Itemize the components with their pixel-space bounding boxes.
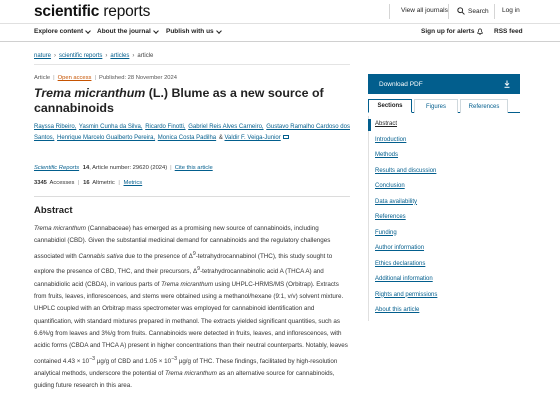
table-of-contents bbox=[368, 116, 520, 321]
current-section-marker bbox=[368, 119, 371, 131]
journal-nav bbox=[0, 24, 560, 42]
author-link[interactable]: Valdir F. Veiga-Junior bbox=[224, 135, 281, 141]
author-link[interactable]: Henrique Marcelo Gualberto Pereira, bbox=[57, 135, 156, 141]
bell-icon bbox=[477, 28, 483, 35]
header-divider bbox=[494, 4, 495, 19]
toc-conclusion[interactable]: Conclusion bbox=[375, 183, 405, 189]
header-divider bbox=[389, 4, 390, 19]
sidebar-tabs bbox=[368, 99, 520, 113]
author-link[interactable]: Monica Costa Padilha bbox=[157, 135, 217, 141]
altmetric-count: 16 bbox=[83, 180, 90, 186]
article-meta: Article | Open access | Published: 28 November 2024 bbox=[34, 75, 177, 81]
chevron-down-icon bbox=[216, 28, 222, 34]
breadcrumb-divider bbox=[34, 64, 350, 65]
header-divider bbox=[448, 4, 449, 19]
article-title: Trema micranthum (L.) Blume as a new source of cannabinoids bbox=[34, 86, 324, 115]
altmetric-label: Altmetric bbox=[92, 180, 115, 186]
toc-about-article[interactable]: About this article bbox=[375, 307, 420, 313]
author-list bbox=[34, 122, 352, 144]
search-icon bbox=[457, 7, 465, 15]
tab-sections[interactable]: Sections bbox=[368, 99, 412, 113]
toc-rights-permissions[interactable]: Rights and permissions bbox=[375, 291, 438, 298]
author-link[interactable]: Yasmin Cunha da Silva, bbox=[78, 124, 143, 130]
chevron-down-icon bbox=[85, 28, 91, 34]
toc-ethics-declarations[interactable]: Ethics declarations bbox=[375, 260, 426, 267]
accesses-label: Accesses bbox=[49, 180, 75, 186]
author-link[interactable]: Gabriel Reis Alves Carneiro, bbox=[188, 124, 264, 130]
site-header bbox=[0, 0, 560, 24]
chevron-right-icon: › bbox=[132, 53, 135, 59]
metrics-link[interactable]: Metrics bbox=[123, 180, 143, 186]
article-metrics: 3345 Accesses | 16 Altmetric | Metrics bbox=[34, 180, 143, 186]
explore-content-menu[interactable]: Explore content bbox=[34, 28, 90, 35]
chevron-right-icon: › bbox=[105, 53, 108, 59]
chevron-right-icon: › bbox=[54, 53, 57, 59]
site-logo[interactable]: scientific reports bbox=[34, 3, 151, 20]
toc-author-information[interactable]: Author information bbox=[375, 245, 425, 251]
breadcrumb-articles[interactable]: articles bbox=[110, 53, 130, 59]
breadcrumb-current: article bbox=[137, 53, 154, 59]
breadcrumb-nature[interactable]: nature bbox=[34, 53, 52, 59]
journal-volume: 14 bbox=[82, 165, 90, 171]
author-link[interactable]: Gustavo Ramalho Cardoso dos Santos, bbox=[34, 124, 350, 141]
about-journal-menu[interactable]: About the journal bbox=[97, 28, 158, 35]
accesses-count: 3345 bbox=[34, 180, 47, 186]
citation-line: Scientific Reports 14, Article number: 29620 (2024) | Cite this article bbox=[34, 165, 213, 171]
published-date: Published: 28 November 2024 bbox=[98, 75, 177, 81]
search-label: Search bbox=[468, 7, 489, 15]
email-icon[interactable] bbox=[283, 135, 289, 139]
login-button[interactable] bbox=[502, 7, 520, 14]
article-number: , Article number: 29620 (2024) bbox=[89, 165, 168, 171]
section-divider bbox=[34, 196, 350, 197]
toc-additional-information[interactable]: Additional information bbox=[375, 276, 433, 282]
abstract-heading: Abstract bbox=[34, 205, 73, 216]
journal-link[interactable]: Scientific Reports bbox=[34, 165, 80, 171]
toc-references[interactable]: References bbox=[375, 214, 406, 220]
chevron-down-icon bbox=[153, 28, 159, 34]
toc-funding[interactable]: Funding bbox=[375, 229, 397, 236]
download-icon bbox=[504, 80, 510, 88]
download-pdf-button[interactable] bbox=[368, 74, 520, 94]
article-type: Article bbox=[34, 75, 51, 81]
author-link[interactable]: Ricardo Finotti, bbox=[145, 124, 186, 130]
author-ampersand: & bbox=[218, 135, 223, 141]
download-pdf-label: Download PDF bbox=[379, 80, 423, 88]
publish-with-us-menu[interactable]: Publish with us bbox=[166, 28, 221, 35]
toc-data-availability[interactable]: Data availability bbox=[375, 198, 418, 205]
author-link[interactable]: Rayssa Ribeiro, bbox=[34, 124, 77, 130]
toc-abstract[interactable]: Abstract bbox=[375, 121, 398, 127]
toc-introduction[interactable]: Introduction bbox=[375, 136, 407, 143]
abstract-text: Trema micranthum (Cannabaceae) has emerged as a promising new source of cannabinoids, including cannabidiol (CBD). Given the substantial medicinal demand for cannabinoids and the regulatory challenges associated with Cannabis sativa due to the presence of $\Delta^9$-tetrahydrocannabinol (THC), this study sought to explore the presence of CBD, THC, and their precursors, $\Delta^9$-tetrahydrocannabinolic acid A (THCA A) and cannabidiolic acid (CBDA), in various parts of Trema micranthum using UHPLC-HRMS/MS (Orbitrap). Extracts from fruits, leaves, inflorescences, and stems were obtained using a methanol/hexane (9:1, v/v) solvent mixture. UHPLC coupled with an Orbitrap mass spectrometer was employed for cannabinoid identification and quantification, with standard mixtures prepared in methanol. The extracts yielded significant quantities, such as 6.6%/g from leaves and 3%/g from fruits. Cannabinoids were detected in fruits, leaves, and inflorescences, with acidic forms (CBDA and THCA A) present in higher concentrations than their neutral counterparts. Notably, leaves contained $4.43 \times 10^{-3}$ µg/g of CBD and $1.05 \times 10^{-3}$ µg/g of THC. These findings, facilitated by high-resolution analytical methods, underscore the potential of Trema micranthum as an alternative source for cannabinoids, guiding future research in this area. bbox=[34, 225, 348, 390]
tab-figures[interactable]: Figures bbox=[414, 99, 458, 113]
cite-article-link[interactable]: Cite this article bbox=[174, 165, 213, 171]
search-button[interactable] bbox=[457, 7, 489, 15]
rss-feed-link[interactable]: RSS feed bbox=[494, 28, 523, 35]
open-access-link[interactable]: Open access bbox=[57, 75, 92, 81]
breadcrumb bbox=[34, 53, 153, 59]
breadcrumb-scientific-reports[interactable]: scientific reports bbox=[59, 53, 103, 59]
login-label: Log in bbox=[502, 7, 520, 14]
view-all-journals-link[interactable]: View all journals bbox=[401, 7, 448, 14]
sign-up-alerts-link[interactable]: Sign up for alerts bbox=[421, 28, 483, 35]
toc-results-discussion[interactable]: Results and discussion bbox=[375, 167, 437, 174]
toc-methods[interactable]: Methods bbox=[375, 152, 399, 158]
tab-references[interactable]: References bbox=[460, 99, 508, 113]
